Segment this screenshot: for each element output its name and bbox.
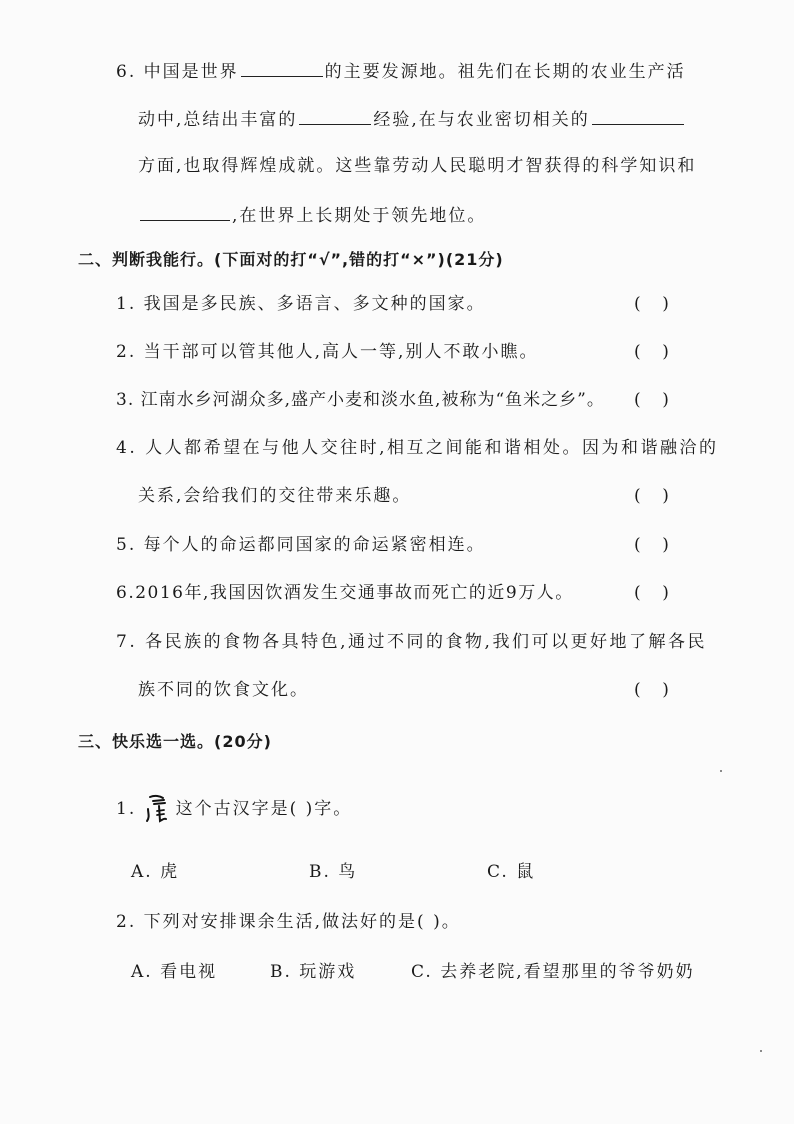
s2-item-1-number: 1. [116, 294, 137, 314]
s2-item-2 [116, 340, 538, 364]
q6-text-2b: 经验,在与农业密切相关的 [373, 110, 590, 130]
s2-item-2-text: 当干部可以管其他人,高人一等,别人不敢小瞧。 [143, 342, 539, 362]
q6-line-2 [138, 106, 686, 132]
s3-q2-option-c[interactable]: C. 去养老院,看望那里的爷爷奶奶 [411, 962, 695, 982]
s2-item-1 [116, 292, 486, 316]
s2-item-4-number: 4. [116, 438, 138, 458]
s2-item-3-number: 3. [116, 390, 135, 410]
s2-item-5-text: 每个人的命运都同国家的命运紧密相连。 [143, 535, 486, 555]
q6-blank-1[interactable] [241, 58, 323, 77]
s2-item-1-answer-box[interactable]: ( ) [634, 294, 669, 314]
s2-item-7 [116, 630, 707, 654]
s2-item-1-text: 我国是多民族、多语言、多文种的国家。 [143, 294, 486, 314]
s2-item-6-text: 2016年,我国因饮酒发生交通事故而死亡的近9万人。 [135, 583, 574, 603]
s3-q1-text: 这个古汉字是( )字。 [175, 799, 353, 819]
q6-text-3: 方面,也取得辉煌成就。这些靠劳动人民聪明才智获得的科学知识和 [138, 156, 697, 176]
q6-line-3 [138, 154, 696, 178]
q6-blank-2[interactable] [299, 106, 371, 125]
s2-item-2-answer-box[interactable]: ( ) [634, 342, 669, 362]
section3-heading: 三、快乐选一选。(20分) [78, 732, 272, 751]
q6-line-4 [138, 202, 486, 228]
s3-q2 [116, 910, 461, 934]
s2-item-6 [116, 581, 574, 605]
s3-q1-option-b[interactable]: B. 鸟 [309, 862, 358, 882]
s2-item-5-number: 5. [116, 535, 137, 555]
s3-q1-option-c[interactable]: C. 鼠 [487, 862, 536, 882]
s2-item-2-number: 2. [116, 342, 137, 362]
s2-item-5-answer-box[interactable]: ( ) [634, 535, 669, 555]
s2-item-7-text: 各民族的食物各具特色,通过不同的食物,我们可以更好地了解各民 [145, 632, 707, 652]
s3-q1 [116, 793, 352, 823]
s2-item-3 [116, 388, 605, 412]
q6-text-1b: 的主要发源地。祖先们在长期的农业生产活 [324, 62, 686, 82]
s2-item-3-text: 江南水乡河湖众多,盛产小麦和淡水鱼,被称为“鱼米之乡”。 [140, 390, 605, 410]
s3-q2-number: 2. [116, 912, 137, 932]
s2-item-6-answer-box[interactable]: ( ) [634, 583, 669, 603]
s3-q2-text: 下列对安排课余生活,做法好的是( )。 [143, 912, 461, 932]
q6-line-1 [116, 58, 686, 84]
section2-heading: 二、判断我能行。(下面对的打“√”,错的打“×”)(21分) [78, 250, 504, 269]
scan-speck [760, 1050, 762, 1052]
s2-item-7-text-2: 族不同的饮食文化。 [138, 680, 309, 700]
s2-item-5 [116, 533, 486, 557]
s2-item-4 [116, 436, 719, 460]
q6-blank-3[interactable] [592, 106, 684, 125]
s2-item-7-answer-box[interactable]: ( ) [634, 680, 669, 700]
q6-text-4: ,在世界上长期处于领先地位。 [232, 206, 487, 226]
q6-blank-4[interactable] [140, 202, 230, 221]
s2-item-4-line-2 [138, 484, 411, 508]
q6-number: 6. [116, 62, 137, 82]
scan-speck [720, 770, 722, 772]
s2-item-7-number: 7. [116, 632, 138, 652]
s2-item-6-number: 6. [116, 583, 136, 603]
s3-q1-option-a[interactable]: A. 虎 [131, 862, 180, 882]
s2-item-3-answer-box[interactable]: ( ) [634, 390, 669, 410]
s2-item-7-line-2 [138, 678, 309, 702]
s2-item-4-answer-box[interactable]: ( ) [634, 486, 669, 506]
s2-item-4-text-2: 关系,会给我们的交往带来乐趣。 [138, 486, 412, 506]
ancient-character-icon [144, 793, 174, 823]
s3-q1-number: 1. [116, 799, 137, 819]
s3-q2-option-a[interactable]: A. 看电视 [131, 962, 218, 982]
s3-q2-option-b[interactable]: B. 玩游戏 [270, 962, 357, 982]
q6-text-1a: 中国是世界 [143, 62, 239, 82]
s2-item-4-text: 人人都希望在与他人交往时,相互之间能和谐相处。因为和谐融洽的 [145, 438, 719, 458]
q6-text-2a: 动中,总结出丰富的 [138, 110, 298, 130]
